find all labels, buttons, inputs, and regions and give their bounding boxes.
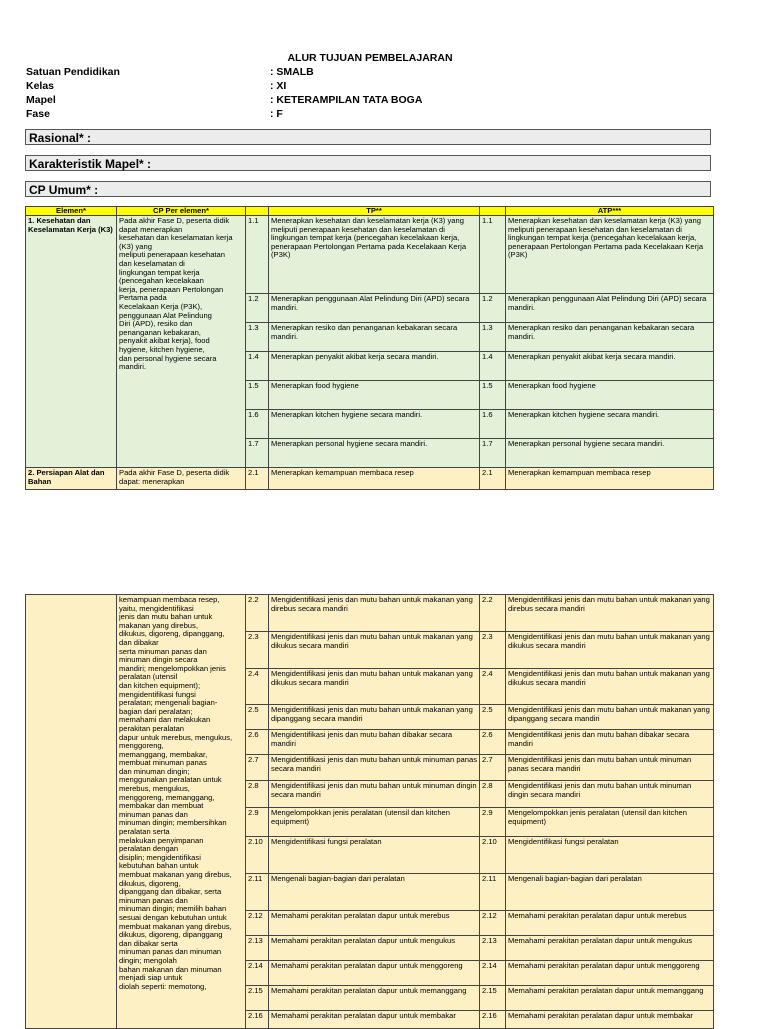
header-cp-per-elemen: CP Per elemen* bbox=[117, 207, 246, 216]
tp-text: Mengidentifikasi jenis dan mutu bahan untuk makanan yang dipanggang secara mandiri bbox=[269, 705, 480, 730]
atp-text: Menerapkan penggunaan Alat Pelindung Diri (APD) secara mandiri. bbox=[506, 294, 714, 323]
table-row bbox=[26, 595, 714, 632]
info-label-fase: Fase bbox=[26, 108, 50, 120]
atp-number: 2.8 bbox=[480, 781, 506, 808]
atp-number: 1.2 bbox=[480, 294, 506, 323]
element-k3: 1. Kesehatan dan Keselamatan Kerja (K3) bbox=[26, 216, 117, 468]
section-rasional: Rasional* : bbox=[25, 129, 711, 145]
atp-number: 1.4 bbox=[480, 352, 506, 381]
atp-text: Mengelompokkan jenis peralatan (utensil dan kitchen equipment) bbox=[506, 808, 714, 837]
tp-number: 1.2 bbox=[246, 294, 269, 323]
tp-number: 2.4 bbox=[246, 669, 269, 705]
element-persiapan: 2. Persiapan Alat dan Bahan bbox=[26, 468, 117, 490]
header-tp-no bbox=[246, 207, 269, 216]
tp-number: 2.13 bbox=[246, 936, 269, 961]
tp-number: 2.10 bbox=[246, 837, 269, 874]
cp-k3: Pada akhir Fase D, peserta didik dapat menerapkan kesehatan dan keselamatan kerja (K3) yang meliputi penerapaan kesehatan dan keselamatan di lingkungan tempat kerja (pencegahan kecelakaan kerja, penerapaan Pertolongan Pertama pada Kecelakaan Kerja (P3K), penggunaan Alat Pelindung Diri (APD), resiko dan penanganan kebakaran, penyakit akibat kerja), food hygiene, kitchen hygiene, dan personal hygiene secara mandiri. bbox=[117, 216, 246, 468]
tp-number: 2.6 bbox=[246, 730, 269, 755]
tp-number: 2.8 bbox=[246, 781, 269, 808]
atp-text: Mengidentifikasi jenis dan mutu bahan untuk minuman dingin secara mandiri bbox=[506, 781, 714, 808]
atp-number: 2.16 bbox=[480, 1011, 506, 1029]
element-continuation bbox=[26, 595, 117, 1029]
atp-number: 2.12 bbox=[480, 911, 506, 936]
section-cp-umum: CP Umum* : bbox=[25, 181, 711, 197]
tp-number: 1.7 bbox=[246, 439, 269, 468]
tp-text: Menerapkan personal hygiene secara mandiri. bbox=[269, 439, 480, 468]
info-value-mapel: : KETERAMPILAN TATA BOGA bbox=[270, 94, 423, 106]
tp-number: 1.3 bbox=[246, 323, 269, 352]
atp-text: Menerapkan kitchen hygiene secara mandiri. bbox=[506, 410, 714, 439]
atp-text: Memahami perakitan peralatan dapur untuk memanggang bbox=[506, 986, 714, 1011]
atp-number: 2.15 bbox=[480, 986, 506, 1011]
atp-number: 2.7 bbox=[480, 755, 506, 781]
atp-number: 2.3 bbox=[480, 632, 506, 669]
tp-number: 1.6 bbox=[246, 410, 269, 439]
atp-number: 1.6 bbox=[480, 410, 506, 439]
tp-text: Mengidentifikasi jenis dan mutu bahan untuk makanan yang direbus secara mandiri bbox=[269, 595, 480, 632]
atp-number: 2.14 bbox=[480, 961, 506, 986]
atp-text: Menerapkan resiko dan penanganan kebakaran secara mandiri. bbox=[506, 323, 714, 352]
atp-text: Memahami perakitan peralatan dapur untuk mengukus bbox=[506, 936, 714, 961]
tp-number: 2.15 bbox=[246, 986, 269, 1011]
tp-text: Menerapkan kitchen hygiene secara mandiri. bbox=[269, 410, 480, 439]
tp-number: 2.2 bbox=[246, 595, 269, 632]
atp-number: 2.5 bbox=[480, 705, 506, 730]
tp-text: Menerapkan penggunaan Alat Pelindung Diri (APD) secara mandiri. bbox=[269, 294, 480, 323]
tp-number: 2.7 bbox=[246, 755, 269, 781]
tp-text: Mengidentifikasi jenis dan mutu bahan dibakar secara mandiri bbox=[269, 730, 480, 755]
info-value-fase: : F bbox=[270, 108, 283, 120]
atp-table-page-1 bbox=[25, 206, 714, 490]
tp-number: 2.9 bbox=[246, 808, 269, 837]
atp-text: Mengidentifikasi jenis dan mutu bahan untuk makanan yang dikukus secara mandiri bbox=[506, 632, 714, 669]
tp-number: 1.4 bbox=[246, 352, 269, 381]
tp-text: Menerapkan penyakit akibat kerja secara mandiri. bbox=[269, 352, 480, 381]
section-karakteristik-mapel: Karakteristik Mapel* : bbox=[25, 155, 711, 171]
atp-text: Menerapkan personal hygiene secara mandiri. bbox=[506, 439, 714, 468]
info-label-mapel: Mapel bbox=[26, 94, 56, 106]
atp-text: Menerapkan kesehatan dan keselamatan kerja (K3) yang meliputi penerapaan kesehatan dan keselamatan di lingkungan tempat kerja (pencegahan kecelakaan kerja, penerapaan Pertolongan Pertama pada Kecelakaan Kerja (P3K) bbox=[506, 216, 714, 294]
tp-number: 2.16 bbox=[246, 1011, 269, 1029]
tp-text: Memahami perakitan peralatan dapur untuk mengukus bbox=[269, 936, 480, 961]
table-row bbox=[26, 468, 714, 490]
table-header-row bbox=[26, 207, 714, 216]
tp-text: Menerapkan food hygiene bbox=[269, 381, 480, 410]
atp-text: Menerapkan food hygiene bbox=[506, 381, 714, 410]
tp-text: Menerapkan kemampuan membaca resep bbox=[269, 468, 480, 490]
tp-text: Mengenali bagian-bagian dari peralatan bbox=[269, 874, 480, 911]
tp-number: 2.5 bbox=[246, 705, 269, 730]
atp-number: 2.13 bbox=[480, 936, 506, 961]
tp-number: 2.12 bbox=[246, 911, 269, 936]
atp-text: Memahami perakitan peralatan dapur untuk merebus bbox=[506, 911, 714, 936]
info-label-kelas: Kelas bbox=[26, 80, 55, 92]
atp-text: Menerapkan kemampuan membaca resep bbox=[506, 468, 714, 490]
atp-number: 1.5 bbox=[480, 381, 506, 410]
header-tp: TP** bbox=[269, 207, 480, 216]
atp-number: 1.7 bbox=[480, 439, 506, 468]
atp-text: Menerapkan penyakit akibat kerja secara mandiri. bbox=[506, 352, 714, 381]
cp-persiapan: Pada akhir Fase D, peserta didik dapat: menerapkan bbox=[117, 468, 246, 490]
atp-text: Mengidentifikasi jenis dan mutu bahan untuk minuman panas secara mandiri bbox=[506, 755, 714, 781]
tp-number: 2.14 bbox=[246, 961, 269, 986]
atp-number: 2.1 bbox=[480, 468, 506, 490]
atp-table-page-2 bbox=[25, 594, 714, 1029]
tp-number: 1.5 bbox=[246, 381, 269, 410]
tp-number: 2.11 bbox=[246, 874, 269, 911]
tp-text: Memahami perakitan peralatan dapur untuk menggoreng bbox=[269, 961, 480, 986]
info-label-satuan: Satuan Pendidikan bbox=[26, 66, 120, 78]
atp-number: 2.4 bbox=[480, 669, 506, 705]
atp-number: 1.3 bbox=[480, 323, 506, 352]
atp-text: Mengidentifikasi jenis dan mutu bahan untuk makanan yang direbus secara mandiri bbox=[506, 595, 714, 632]
tp-number: 2.3 bbox=[246, 632, 269, 669]
atp-number: 2.10 bbox=[480, 837, 506, 874]
tp-text: Mengelompokkan jenis peralatan (utensil dan kitchen equipment) bbox=[269, 808, 480, 837]
info-value-kelas: : XI bbox=[270, 80, 287, 92]
atp-number: 1.1 bbox=[480, 216, 506, 294]
tp-text: Memahami perakitan peralatan dapur untuk membakar bbox=[269, 1011, 480, 1029]
tp-text: Memahami perakitan peralatan dapur untuk memanggang bbox=[269, 986, 480, 1011]
header-elemen: Elemen* bbox=[26, 207, 117, 216]
atp-number: 2.9 bbox=[480, 808, 506, 837]
atp-text: Memahami perakitan peralatan dapur untuk membakar bbox=[506, 1011, 714, 1029]
atp-number: 2.2 bbox=[480, 595, 506, 632]
tp-text: Mengidentifikasi jenis dan mutu bahan untuk makanan yang dikukus secara mandiri bbox=[269, 632, 480, 669]
info-value-satuan: : SMALB bbox=[270, 66, 314, 78]
table-row bbox=[26, 216, 714, 294]
header-atp-no bbox=[480, 207, 506, 216]
tp-text: Memahami perakitan peralatan dapur untuk merebus bbox=[269, 911, 480, 936]
tp-text: Mengidentifikasi jenis dan mutu bahan untuk minuman panas secara mandiri bbox=[269, 755, 480, 781]
atp-number: 2.6 bbox=[480, 730, 506, 755]
atp-text: Mengenali bagian-bagian dari peralatan bbox=[506, 874, 714, 911]
header-atp: ATP*** bbox=[506, 207, 714, 216]
atp-text: Mengidentifikasi jenis dan mutu bahan untuk makanan yang dikukus secara mandiri bbox=[506, 669, 714, 705]
atp-text: Memahami perakitan peralatan dapur untuk menggoreng bbox=[506, 961, 714, 986]
document-title: ALUR TUJUAN PEMBELAJARAN bbox=[287, 52, 453, 64]
atp-text: Mengidentifikasi jenis dan mutu bahan dibakar secara mandiri bbox=[506, 730, 714, 755]
cp-persiapan-continuation: kemampuan membaca resep, yaitu, mengidentifikasi jenis dan mutu bahan untuk makanan yang direbus, dikukus, digoreng, dipanggang, dan dibakar serta minuman panas dan minuman dingin secara mandiri; mengelompokkan jenis peralatan (utensil dan kitchen equipment); mengidentifikasi fungsi peralatan; mengenali bagian- bagian dari peralatan; memahami dan melakukan perakitan peralatan dapur untuk merebus, mengukus, menggoreng, memanggang, membakar, membuat minuman panas dan minuman dingin; menggunakan peralatan untuk merebus, mengukus, menggoreng, memanggang, membakar dan membuat minuman panas dan minuman dingin; membersihkan peralatan serta melakukan penyimpanan peralatan dengan disiplin; mengidentifikasi kebutuhan bahan untuk membuat makanan yang direbus, dikukus, digoreng, dipanggang dan dibakar, serta minuman panas dan minuman dingin; memilih bahan sesuai dengan kebutuhan untuk membuat makanan yang direbus, dikukus, digoreng, dipanggang dan dibakar serta minuman panas dan minuman dingin; mengolah bahan makanan dan minuman menjadi siap untuk diolah seperti: memotong, bbox=[117, 595, 246, 1029]
tp-number: 1.1 bbox=[246, 216, 269, 294]
atp-text: Mengidentifikasi jenis dan mutu bahan untuk makanan yang dipanggang secara mandiri bbox=[506, 705, 714, 730]
tp-number: 2.1 bbox=[246, 468, 269, 490]
atp-text: Mengidentifikasi fungsi peralatan bbox=[506, 837, 714, 874]
tp-text: Mengidentifikasi fungsi peralatan bbox=[269, 837, 480, 874]
tp-text: Menerapkan resiko dan penanganan kebakaran secara mandiri. bbox=[269, 323, 480, 352]
tp-text: Mengidentifikasi jenis dan mutu bahan untuk makanan yang dikukus secara mandiri bbox=[269, 669, 480, 705]
atp-number: 2.11 bbox=[480, 874, 506, 911]
tp-text: Menerapkan kesehatan dan keselamatan kerja (K3) yang meliputi penerapaan kesehatan dan keselamatan di lingkungan tempat kerja (pencegahan kecelakaan kerja, penerapaan Pertolongan Pertama pada Kecelakaan Kerja (P3K) bbox=[269, 216, 480, 294]
tp-text: Mengidentifikasi jenis dan mutu bahan untuk minuman dingin secara mandiri bbox=[269, 781, 480, 808]
